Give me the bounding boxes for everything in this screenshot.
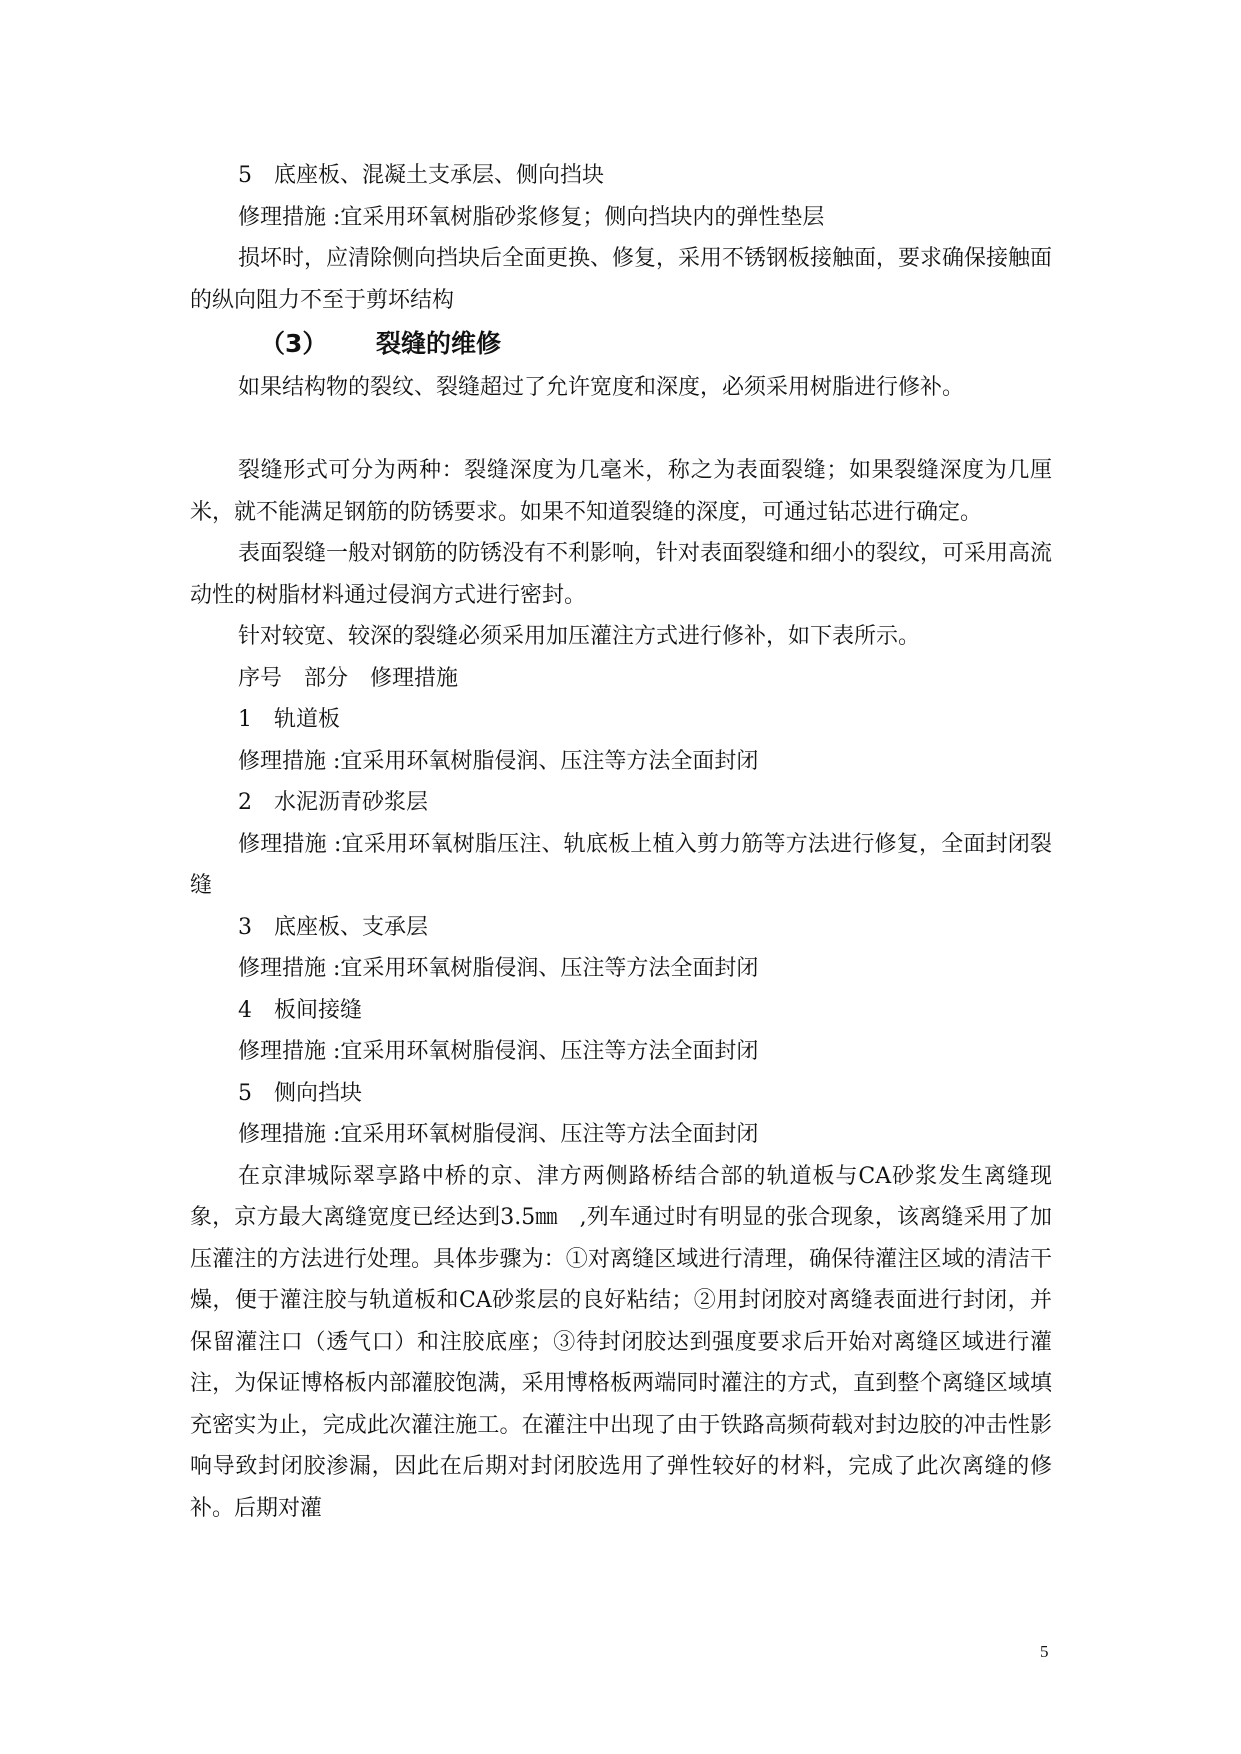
- paragraph: 裂缝形式可分为两种：裂缝深度为几毫米，称之为表面裂缝；如果裂缝深度为几厘米，就不能满足钢筋的防锈要求。如果不知道裂缝的深度，可通过钻芯进行确定。: [190, 458, 1052, 525]
- table-header-line: 序号 部分 修理措施: [238, 665, 459, 691]
- paragraph: 如果结构物的裂纹、裂缝超过了允许宽度和深度，必须采用树脂进行修补。: [238, 375, 965, 400]
- paragraph: 在京津城际翠享路中桥的京、津方两侧路桥结合部的轨道板与CA砂浆发生离缝现象，京方最大离缝宽度已经达到3.5㎜ ,列车通过时有明显的张合现象，该离缝采用了加压灌注的方法进行处理。具体步骤为：①对离缝区域进行清理，确保待灌注区域的清洁干燥，便于灌注胶与轨道板和CA砂浆层的良好粘结；②用封闭胶对离缝表面进行封闭，并保留灌注口（透气口）和注胶底座；③待封闭胶达到强度要求后开始对离缝区域进行灌注，为保证博格板内部灌胶饱满，采用博格板两端同时灌注的方式，直到整个离缝区域填充密实为止，完成此次灌注施工。在灌注中出现了由于铁路高频荷载对封边胶的冲击性影响导致封闭胶渗漏，因此在后期对封闭胶选用了弹性较好的材料，完成了此次离缝的修补。后期对灌: [190, 1163, 1052, 1521]
- list-item-measure: 修理措施 :宜采用环氧树脂侵润、压注等方法全面封闭: [238, 748, 759, 774]
- section-number: （3）: [260, 329, 328, 358]
- paragraph: 5 底座板、混凝土支承层、侧向挡块: [238, 163, 604, 188]
- list-item: 3 底座板、支承层: [238, 914, 428, 940]
- body-text: [190, 155, 1052, 1529]
- list-item: 5 侧向挡块: [238, 1080, 362, 1106]
- list-item-measure: 修理措施 :宜采用环氧树脂侵润、压注等方法全面封闭: [238, 1039, 759, 1064]
- blank-line: [190, 409, 1052, 451]
- section-heading: [190, 323, 1052, 364]
- list-item: 4 板间接缝: [238, 997, 362, 1023]
- page-number: 5: [1040, 1642, 1049, 1661]
- paragraph: 表面裂缝一般对钢筋的防锈没有不利影响，针对表面裂缝和细小的裂纹，可采用高流动性的树脂材料通过侵润方式进行密封。: [190, 541, 1053, 608]
- paragraph: 损坏时，应清除侧向挡块后全面更换、修复，采用不锈钢板接触面，要求确保接触面的纵向阻力不至于剪坏结构: [190, 246, 1053, 313]
- list-item-measure: 修理措施 :宜采用环氧树脂侵润、压注等方法全面封闭: [238, 1122, 759, 1147]
- paragraph: 针对较宽、较深的裂缝必须采用加压灌注方式进行修补，如下表所示。: [238, 624, 921, 649]
- list-item: 1 轨道板: [238, 707, 340, 732]
- paragraph: 修理措施 :宜采用环氧树脂砂浆修复；侧向挡块内的弹性垫层: [238, 204, 825, 230]
- list-item-measure: 修理措施 :宜采用环氧树脂压注、轨底板上植入剪力筋等方法进行修复，全面封闭裂缝: [190, 831, 1052, 898]
- list-item: 2 水泥沥青砂浆层: [238, 790, 428, 815]
- section-title: 裂缝的维修: [376, 329, 502, 358]
- list-item-measure: 修理措施 :宜采用环氧树脂侵润、压注等方法全面封闭: [238, 956, 759, 981]
